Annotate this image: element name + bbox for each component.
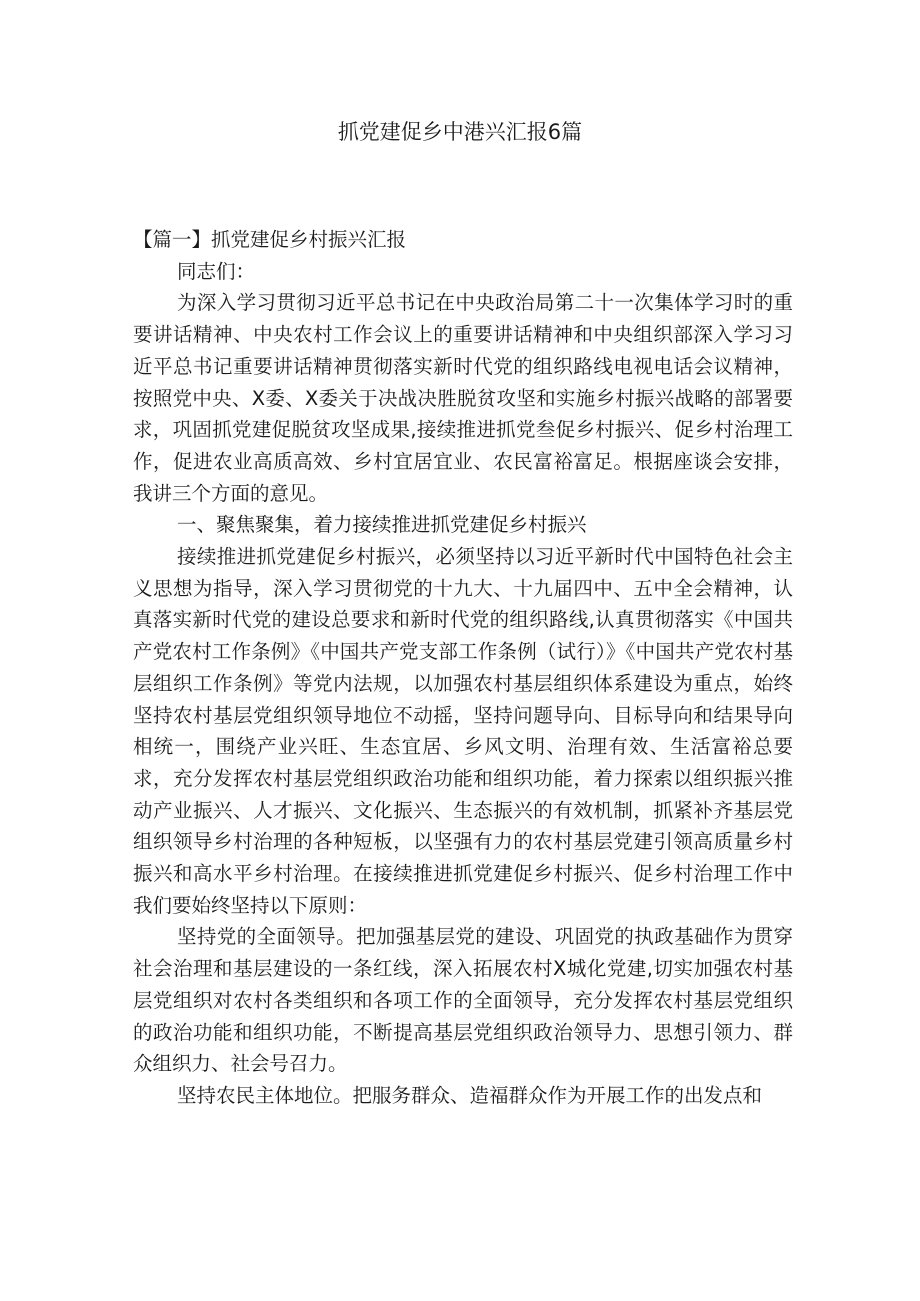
document-title: 抓党建促乡中港兴汇报6篇 xyxy=(337,120,583,144)
paragraph-principles: 接续推进抓党建促乡村振兴，必须坚持以习近平新时代中国特色社会主义思想为指导，深入学习贯彻党的十九大、十九届四中、五中全会精神，认真落实新时代党的建设总要求和新时代党的组织路线,认真贯彻落实《中国共产党农村工作条例》《中国共产党支部工作条例（试行）》《中国共产党农村基层组织工作条例》等党内法规，以加强农村基层组织体系建设为重点，始终坚持农村基层党组织领导地位不动摇，坚持问题导向、目标导向和结果导向相统一，围绕产业兴旺、生态宜居、乡风文明、治理有效、生活富裕总要求，充分发挥农村基层党组织政治功能和组织功能，着力探索以组织振兴推动产业振兴、人才振兴、文化振兴、生态振兴的有效机制，抓紧补齐基层党组织领导乡村治理的各种短板，以坚强有力的农村基层党建引领高质量乡村振兴和高水平乡村治理。在接续推进抓党建促乡村振兴、促乡村治理工作中我们要始终坚持以下原则： xyxy=(133,545,793,917)
paragraph-party-leadership: 坚持党的全面领导。把加强基层党的建设、巩固党的执政基础作为贯穿社会治理和基层建设的一条红线，深入拓展农村X城化党建,切实加强农村基层党组织对农村各类组织和各项工作的全面领导，充分发挥农村基层党组织的政治功能和组织功能，不断提高基层党组织政治领导力、思想引领力、群众组织力、社会号召力。 xyxy=(133,925,793,1076)
section-heading: 【篇一】抓党建促乡村振兴汇报 xyxy=(133,228,407,251)
subheading-one: 一、聚焦聚集，着力接续推进抓党建促乡村振兴 xyxy=(177,513,587,537)
paragraph-intro: 为深入学习贯彻习近平总书记在中央政治局第二十一次集体学习时的重要讲话精神、中央农村工作会议上的重要讲话精神和中央组织部深入学习习近平总书记重要讲话精神贯彻落实新时代党的组织路线电视电话会议精神，按照党中央、X委、X委关于决战决胜脱贫攻坚和实施乡村振兴战略的部署要求，巩固抓党建促脱贫攻坚成果,接续推进抓党叁促乡村振兴、促乡村治理工作，促进农业高质高效、乡村宜居宜业、农民富裕富足。根据座谈会安排，我讲三个方面的意见。 xyxy=(133,291,793,505)
document-body xyxy=(133,224,793,1112)
paragraph-farmer-subject: 坚持农民主体地位。把服务群众、造福群众作为开展工作的出发点和 xyxy=(177,1083,763,1107)
salutation: 同志们： xyxy=(177,259,256,283)
